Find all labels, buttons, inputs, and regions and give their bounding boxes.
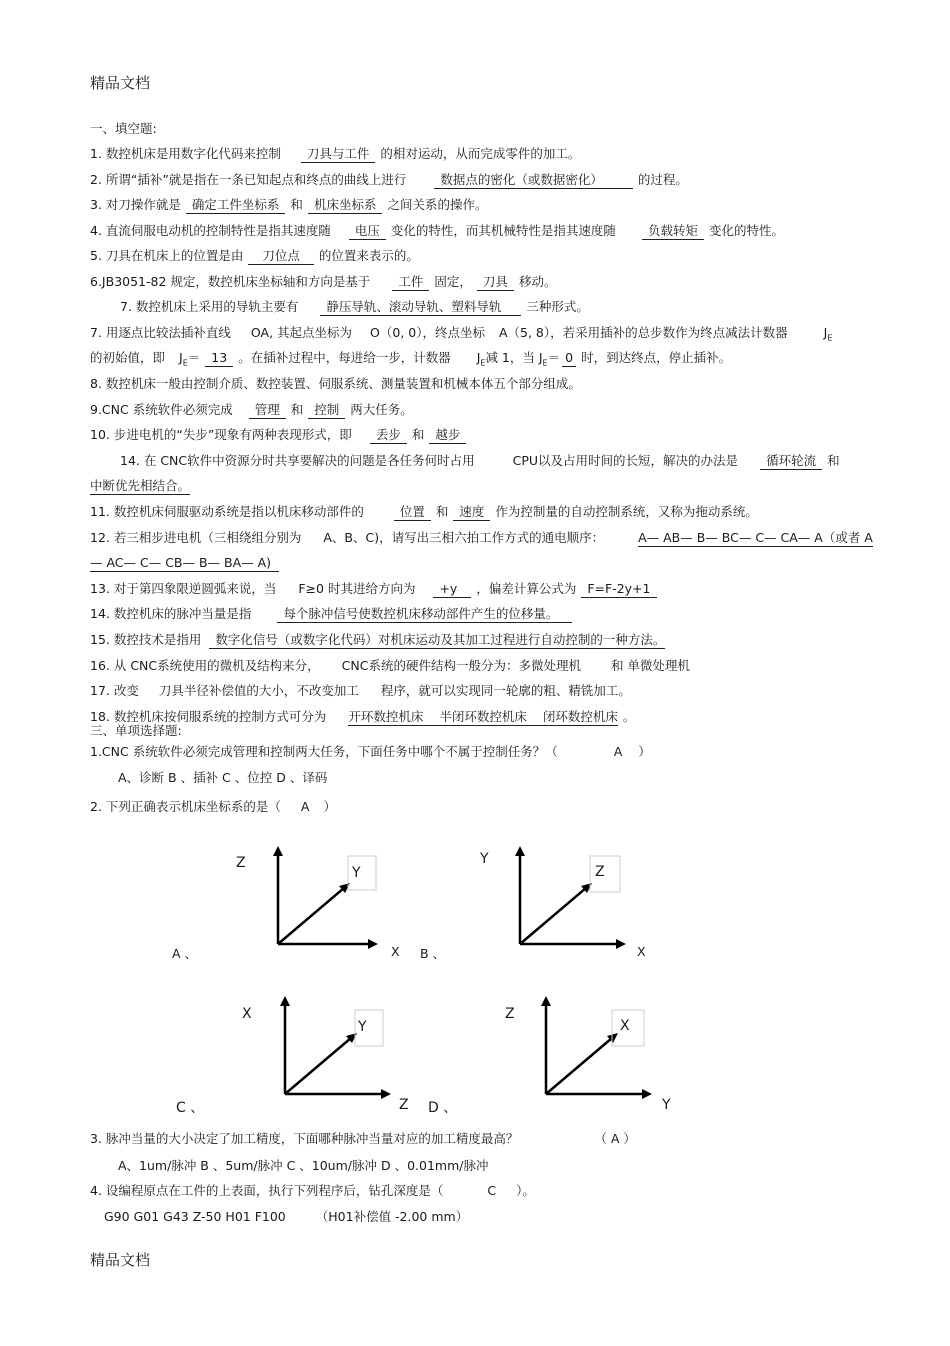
question-13: 13. 对于第四象限逆圆弧来说，当 F≥0 时其进给方向为 +y ，偏差计算公式为 F=F-2y+1: [90, 581, 662, 598]
figure-d-axes: [536, 996, 660, 1108]
answer-blank: 静压导轨、滚动导轨、塑料导轨: [320, 299, 521, 316]
section-fill-blank-title: 一、填空题:: [90, 121, 157, 136]
question-4: 4. 直流伺服电动机的控制特性是指其速度随 电压 变化的特性，而其机械特性是指其速度随 负载转矩 变化的特性。: [90, 223, 784, 238]
question-interpolation-line1: 7. 用逐点比较法插补直线 OA, 其起点坐标为 O（0, 0），终点坐标 A（5, 8），若采用插补的总步数作为终点减法计数器 $J_E$: [90, 325, 833, 343]
figure-b-axes: [510, 846, 634, 958]
question-12-line2: — AC— C— CB— B— BA— A): [90, 555, 279, 572]
figure-a-vertical-axis-label: Z: [236, 855, 246, 871]
figure-c-horizontal-axis-label: Z: [399, 1097, 409, 1113]
answer-blank: 13: [205, 350, 233, 367]
answer-blank: 机床坐标系: [308, 197, 383, 214]
question-18: 18. 数控机床按伺服系统的控制方式可分为 开环数控机床 半闭环数控机床 闭环数控机床 。: [90, 709, 636, 724]
figure-a-diagonal-axis-label: Y: [352, 865, 361, 881]
question-14-line2: 中断优先相结合。: [90, 478, 191, 493]
answer-blank: 电压: [349, 223, 386, 240]
figure-c-diagonal-axis-label: Y: [358, 1019, 367, 1035]
question-10: 10. 步进电机的“失步”现象有两种表现形式，即 丢步 和 越步: [90, 427, 471, 444]
question-11: 11. 数控机床伺服驱动系统是指以机床移动部件的 位置 和 速度 作为控制量的自动控制系统，又称为拖动系统。: [90, 504, 758, 519]
answer-blank: 管理: [249, 402, 286, 419]
answer-blank: 数字化信号（或数字化代码）对机床运动及其加工过程进行自动控制的一种方法。: [209, 632, 665, 649]
page-header: 精品文档: [90, 74, 151, 92]
answer-blank: 丢步: [370, 427, 407, 444]
figure-d-horizontal-axis-label: Y: [662, 1097, 671, 1113]
figure-a-horizontal-axis-label: X: [391, 944, 400, 959]
answer-blank: +y: [433, 581, 471, 598]
question-interpolation-line2: 的初始值，即 $J_E= 13$ 。在插补过程中，每进给一步，计数器 $J_E$减 1，当 $J_E= 0$ 时，到达终点，停止插补。: [90, 350, 732, 368]
page-footer: 精品文档: [90, 1251, 151, 1269]
figure-b-vertical-axis-label: Y: [480, 851, 489, 867]
figure-a-axes: [268, 846, 388, 958]
answer-blank: 刀具: [477, 274, 514, 291]
question-3: 3. 对刀操作就是 确定工件坐标系 和 机床坐标系 之间关系的操作。: [90, 197, 488, 212]
answer-blank: A— AB— B— BC— C— CA— A（或者 A: [638, 530, 873, 545]
figure-b-label: B 、: [420, 946, 446, 961]
question-14: 14. 数控机床的脉冲当量是指 每个脉冲信号使数控机床移动部件产生的位移量。: [90, 606, 577, 623]
question-7: 7. 数控机床上采用的导轨主要有 静压导轨、滚动导轨、塑料导轨 三种形式。: [120, 299, 589, 314]
answer-blank: 每个脉冲信号使数控机床移动部件产生的位移量。: [277, 606, 572, 623]
answer-blank: 速度: [453, 504, 490, 521]
answer-blank: 数据点的密化（或数据密化）: [434, 172, 633, 189]
figure-c-vertical-axis-label: X: [242, 1006, 252, 1022]
mc-question-3: 3. 脉冲当量的大小决定了加工精度，下面哪种脉冲当量对应的加工精度最高？ （ A ）: [90, 1131, 636, 1146]
question-14-line1: 14. 在 CNC软件中资源分时共享要解决的问题是各任务何时占用 CPU以及占用时间的长短，解决的办法是 循环轮流 和: [120, 453, 840, 468]
answer-blank: 位置: [394, 504, 431, 521]
figure-a-label: A 、: [172, 946, 198, 961]
question-9: 9.CNC 系统软件必须完成 管理 和 控制 两大任务。: [90, 402, 413, 417]
figure-b-horizontal-axis-label: X: [637, 944, 646, 959]
question-2: 2. 所谓“插补”就是指在一条已知起点和终点的曲线上进行 数据点的密化（或数据密化） 的过程。: [90, 172, 688, 187]
figure-c-label: C 、: [176, 1100, 205, 1116]
answer-blank: 控制: [308, 402, 345, 419]
mc-question-1: 1.CNC 系统软件必须完成管理和控制两大任务，下面任务中哪个不属于控制任务？（ A ）: [90, 744, 651, 759]
mc-question-1-options: A、诊断 B 、插补 C 、位控 D 、译码: [118, 770, 328, 785]
question-16: 16. 从 CNC系统使用的微机及结构来分， CNC系统的硬件结构一般分为：多微处理机 和 单微处理机: [90, 658, 690, 673]
answer-blank: 确定工件坐标系: [186, 197, 286, 214]
question-15: 15. 数控技术是指用 数字化信号（或数字化代码）对机床运动及其加工过程进行自动控制的一种方法。: [90, 632, 666, 647]
mc-question-4: 4. 设编程原点在工件的上表面，执行下列程序后，钻孔深度是（ C ）。: [90, 1183, 535, 1198]
answer-blank: 负载转矩: [642, 223, 704, 240]
answer-blank: 工件: [392, 274, 429, 291]
mc-question-4-code: G90 G01 G43 Z-50 H01 F100 （H01补偿值 -2.00 mm）: [104, 1209, 469, 1224]
question-5: 5. 刀具在机床上的位置是由 刀位点 的位置来表示的。: [90, 248, 419, 263]
question-17: 17. 改变 刀具半径补偿值的大小，不改变加工 程序，就可以实现同一轮廓的粗、精铣加工。: [90, 683, 631, 698]
mc-question-2: 2. 下列正确表示机床坐标系的是（ A ）: [90, 799, 336, 814]
answer-blank: 刀位点: [248, 248, 314, 265]
figure-d-label: D 、: [428, 1100, 458, 1116]
answer-blank: 循环轮流: [760, 453, 822, 470]
figure-d-vertical-axis-label: Z: [505, 1006, 515, 1022]
question-12-line1: 12. 若三相步进电机（三相绕组分别为 A、B、C)，请写出三相六拍工作方式的通电顺序： A— AB— B— BC— C— CA— A（或者 A: [90, 530, 873, 545]
question-8: 8. 数控机床一般由控制介质、数控装置、伺服系统、测量装置和机械本体五个部分组成。: [90, 376, 581, 391]
answer-blank: F=F-2y+1: [581, 581, 656, 598]
question-6: 6.JB3051-82 规定，数控机床坐标轴和方向是基于 工件 固定， 刀具 移动。: [90, 274, 557, 289]
mc-question-3-options: A、1um/脉冲 B 、5um/脉冲 C 、10um/脉冲 D 、0.01mm/脉冲: [118, 1158, 489, 1173]
answer-blank: 越步: [429, 427, 466, 444]
question-1: 1. 数控机床是用数字化代码来控制 刀具与工件 的相对运动，从而完成零件的加工。: [90, 146, 581, 161]
answer-blank: 0: [562, 350, 576, 367]
answer-blank: 刀具与工件: [301, 146, 376, 163]
figure-b-diagonal-axis-label: Z: [595, 864, 605, 880]
figure-c-axes: [275, 996, 399, 1108]
answer-blank: 开环数控机床 半闭环数控机床 闭环数控机床: [348, 709, 618, 724]
figure-d-diagonal-axis-label: X: [620, 1018, 630, 1034]
section-multiple-choice-title: 三、单项选择题:: [90, 723, 182, 738]
